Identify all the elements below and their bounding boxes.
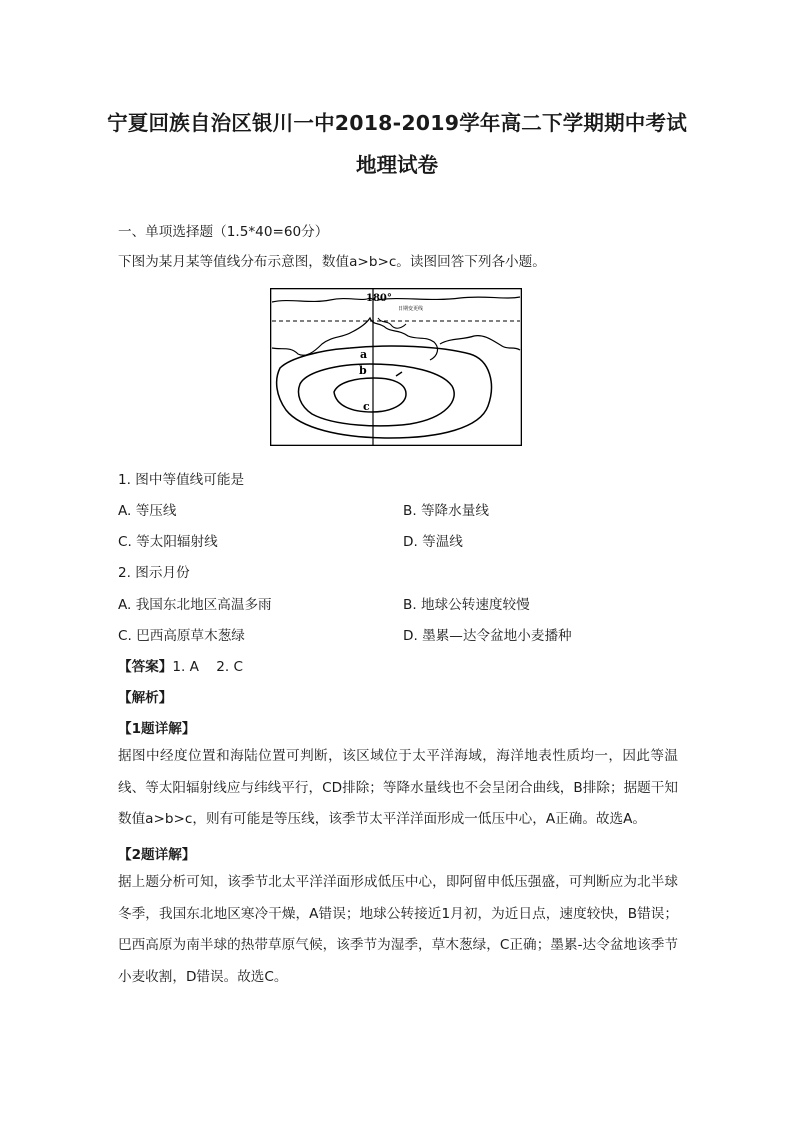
q2-detail-text: 据上题分析可知，该季节北太平洋洋面形成低压中心，即阿留申低压强盛，可判断应为北半球冬季，我国东北地区寒冷干燥，A错误；地球公转接近1月初，为近日点，速度较快，B错误；巴西高原为南半球的热带草原气候，该季节为湿季，草木葱绿，C正确；墨累-达令盆地该季节小麦收割，D错误。故选C。 [118,874,678,985]
q1-detail-label: 【1题详解】 [118,721,196,737]
question-intro: 下图为某月某等值线分布示意图，数值a>b>c。读图回答下列各小题。 [118,254,546,270]
map-frame [271,289,522,446]
answer-text: 1. A 2. C [172,659,244,675]
document-subtitle: 地理试卷 [356,153,438,177]
q1-option-c[interactable]: C. 等太阳辐射线 [118,534,218,550]
analysis-label: 【解析】 [118,690,173,706]
answer-label: 【答案】 [118,659,173,675]
q2-option-d[interactable]: D. 墨累—达令盆地小麦播种 [403,628,572,644]
date-line-label: 日期变更线 [398,306,424,312]
document-title: 宁夏回族自治区银川一中2018-2019学年高二下学期期中考试 [107,111,687,135]
q1-detail-text: 据图中经度位置和海陆位置可判断，该区域位于太平洋海域，海洋地表性质均一，因此等温线、等太阳辐射线应与纬线平行，CD排除；等降水量线也不会呈闭合曲线，B排除；据题干知数值a>b>c，则有可能是等压线，该季节太平洋洋面形成一低压中心，A正确。故选A。 [118,748,678,827]
contour-label-a: a [360,348,368,361]
contour-label-c: c [363,400,370,413]
q2-option-b[interactable]: B. 地球公转速度较慢 [403,597,530,613]
section-heading: 一、单项选择题（1.5*40=60分） [118,224,329,240]
question-1-stem: 1. 图中等值线可能是 [118,472,245,488]
question-2-stem: 2. 图示月份 [118,565,190,581]
q1-option-a[interactable]: A. 等压线 [118,503,177,519]
longitude-label: 180° [366,293,392,304]
q2-option-c[interactable]: C. 巴西高原草木葱绿 [118,628,245,644]
isoline-map-figure [270,288,522,446]
q2-option-a[interactable]: A. 我国东北地区高温多雨 [118,597,272,613]
q1-option-d[interactable]: D. 等温线 [403,534,463,550]
q1-option-b[interactable]: B. 等降水量线 [403,503,489,519]
answer-line [118,655,243,675]
q2-detail-label: 【2题详解】 [118,847,196,863]
contour-label-b: b [359,364,367,377]
